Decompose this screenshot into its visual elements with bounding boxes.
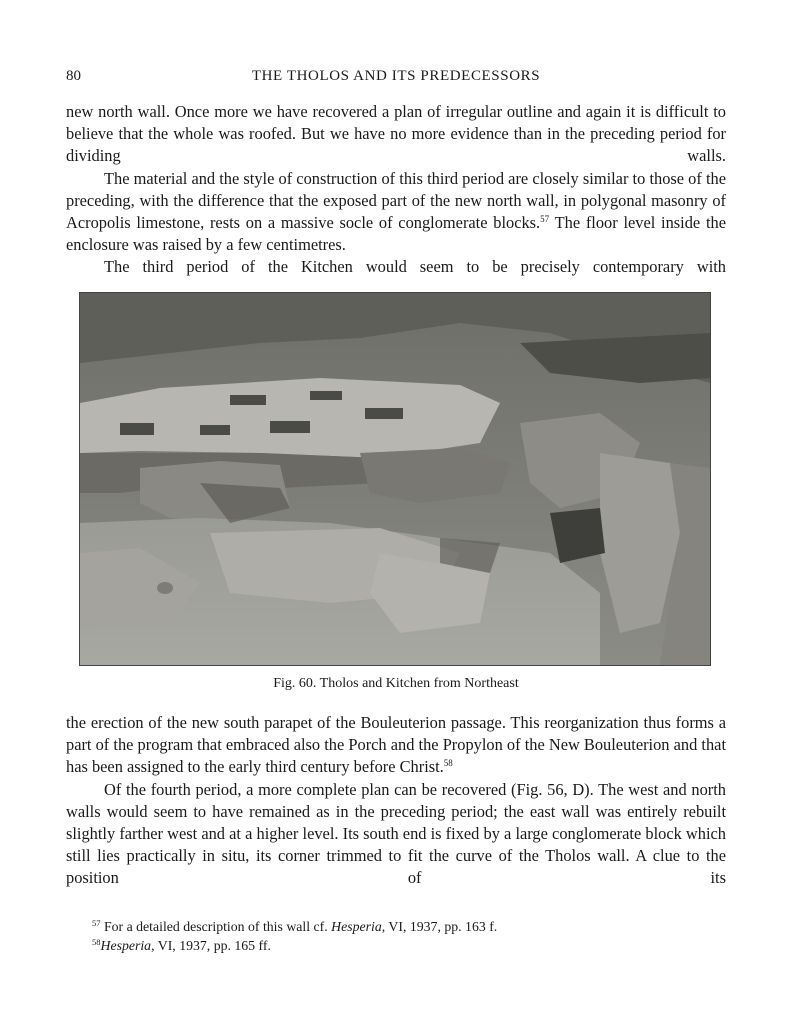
paragraph-material-style: [66, 168, 726, 257]
running-title: THE THOLOS AND ITS PREDECESSORS: [251, 68, 541, 84]
paragraph-text: Of the fourth period, a more complete plan can be recovered (Fig. 56, D). The west and north walls would seem to have remained as in the preceding period; the east wall was entirely rebuilt slightly farther west and at a higher level. Its south end is fixed by a large conglomerate block which still lies practically in situ, its corner trimmed to fit the curve of the Tholos wall. A clue to the position of its: [66, 779, 726, 888]
stone: [157, 582, 173, 594]
paragraph-third-period: [66, 256, 726, 278]
pit-opening: [310, 391, 342, 400]
pit-opening: [270, 421, 310, 433]
footnote-number: 58: [92, 937, 101, 947]
paragraph-text: the erection of the new south parapet of the Bouleuterion passage. This reorganization thus forms a part of the program that embraced also the Porch and the Propylon of the New Bouleuterion and that has been assigned to the early third century before Christ.: [66, 713, 726, 777]
paragraph-text: new north wall. Once more we have recovered a plan of irregular outline and again it is difficult to believe that the whole was roofed. But we have no more evidence than in the preceding period for dividing walls.: [66, 102, 726, 166]
body-text-bottom: [66, 712, 726, 890]
figure-photograph: [79, 292, 711, 666]
page-number: 80: [66, 68, 81, 84]
pit-opening: [230, 395, 266, 405]
footnote-57: [92, 917, 732, 936]
pit-opening: [365, 408, 403, 419]
footnote-text: For a detailed description of this wall cf.: [100, 919, 332, 934]
body-text-top: [66, 101, 726, 279]
excavation-photo: [80, 293, 710, 665]
footnote-ref-57: 57: [540, 214, 550, 225]
journal-title: Hesperia: [100, 938, 152, 953]
paragraph-text: The third period of the Kitchen would seem to be precisely contemporary with: [104, 257, 726, 277]
figure-caption: Fig. 60. Tholos and Kitchen from Northeast: [273, 676, 519, 691]
paragraph-fourth-period: [66, 779, 726, 890]
pit-opening: [200, 425, 230, 435]
page-header: [66, 68, 726, 88]
footnotes: [92, 917, 732, 955]
footnote-text: , VI, 1937, pp. 163 f.: [381, 919, 498, 934]
paragraph-continuation-2: [66, 712, 726, 779]
footnote-ref-58: 58: [443, 758, 453, 769]
pit-opening: [120, 423, 154, 435]
footnote-number: 57: [92, 918, 101, 928]
paragraph-text: The material and the style of construction of this third period are closely similar to those of the preceding, with the difference that the exposed part of the new north wall, in polygonal masonry of Acropolis limestone, rests on a massive socle of conglomerate blocks.: [66, 168, 726, 233]
footnote-58: [92, 936, 732, 955]
paragraph-continuation: [66, 101, 726, 168]
journal-title: Hesperia: [331, 919, 382, 934]
paragraph-text: The floor level inside the enclosure was raised by a few centimetres.: [66, 213, 726, 255]
footnote-text: , VI, 1937, pp. 165 ff.: [151, 938, 271, 953]
